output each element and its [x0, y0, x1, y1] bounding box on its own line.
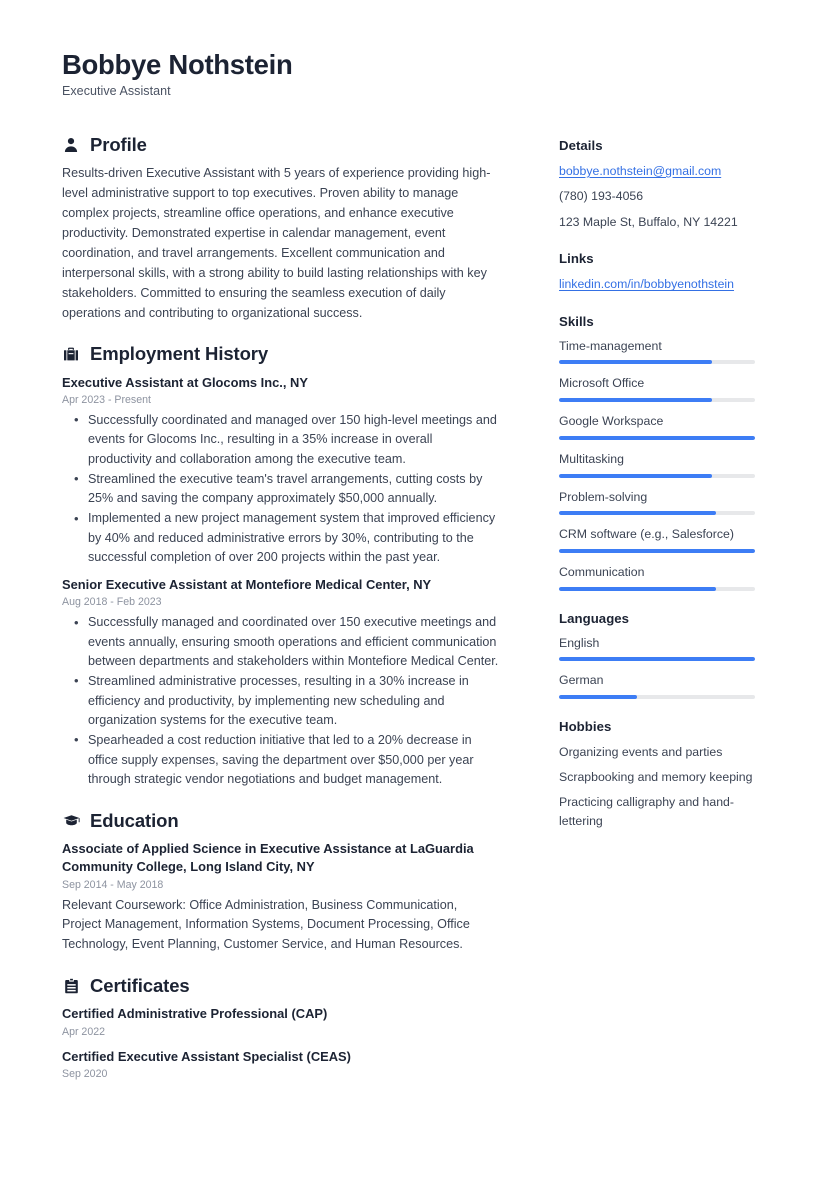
resume-header [62, 48, 777, 98]
list-item: • Successfully coordinated and managed over 150 high-level meetings and events for Glocoms Inc., resulting in a 35% increase in overall productivity and collaboration among the executive team. [62, 411, 499, 470]
employment-entry-date: Aug 2018 - Feb 2023 [62, 596, 162, 609]
skill-item [559, 526, 777, 553]
section-employment-title: Employment History [90, 343, 269, 365]
certificate-entry-title: Certified Executive Assistant Specialist (CEAS) [62, 1048, 351, 1064]
skill-item [559, 489, 777, 516]
education-entry-title: Associate of Applied Science in Executive Assistance at LaGuardia Community College, Long Island City, NY [62, 841, 474, 875]
hobby-item: Practicing calligraphy and hand-lettering [559, 795, 734, 828]
skill-bar-track [559, 587, 755, 591]
certificate-entry-date: Sep 2020 [62, 1067, 108, 1080]
skill-bar-track [559, 436, 755, 440]
employment-entry-bullets [62, 613, 499, 790]
skill-label: Microsoft Office [559, 376, 645, 391]
section-certificates-header [62, 975, 499, 996]
sidebar-languages [559, 611, 777, 699]
section-profile-title: Profile [90, 134, 147, 155]
skill-bar-fill [559, 549, 755, 553]
education-entry-description: Relevant Coursework: Office Administration, Business Communication, Project Management, Information Systems, Document Processing, Office Technology, Event Planning, Customer Service, and Human Resources. [62, 897, 470, 952]
certificate-entry-date: Apr 2022 [62, 1025, 105, 1038]
sidebar-column [521, 134, 777, 850]
section-employment [62, 343, 499, 789]
skill-bar-fill [559, 511, 716, 515]
skill-bar-fill [559, 436, 755, 440]
employment-entry-bullets [62, 411, 499, 568]
section-education-title: Education [90, 809, 179, 831]
section-education-header [62, 810, 499, 831]
skill-bar-track [559, 549, 755, 553]
candidate-job-title: Executive Assistant [62, 84, 171, 98]
employment-entry-date: Apr 2023 - Present [62, 393, 151, 406]
section-profile-header [62, 134, 499, 155]
address-value: 123 Maple St, Buffalo, NY 14221 [559, 214, 738, 229]
skill-bar-fill [559, 360, 712, 364]
skill-bar-fill [559, 398, 712, 402]
graduation-cap-icon [62, 811, 80, 829]
list-item: • Streamlined the executive team's travel arrangements, cutting costs by 25% and saving the company approximately $50,000 annually. [62, 470, 499, 509]
section-certificates-title: Certificates [90, 975, 190, 997]
list-item: • Successfully managed and coordinated over 150 executive meetings and events annually, ensuring smooth operations and efficient communication between departments and stakeholders within Montefiore Medical Center. [62, 613, 499, 672]
phone-value: (780) 193-4056 [559, 189, 644, 204]
sidebar-hobbies [559, 719, 777, 830]
skill-item [559, 338, 777, 365]
skill-label: Google Workspace [559, 414, 664, 429]
language-label: English [559, 635, 600, 650]
briefcase-icon [62, 345, 80, 363]
language-bar-track [559, 657, 755, 661]
employment-entry [62, 576, 499, 790]
email-link[interactable]: bobbye.nothstein@gmail.com [559, 164, 722, 178]
sidebar-links-title: Links [559, 251, 594, 267]
skill-label: CRM software (e.g., Salesforce) [559, 527, 734, 542]
certificate-entry [62, 1005, 499, 1039]
clipboard-icon [62, 977, 80, 995]
sidebar-details [559, 138, 777, 231]
language-bar-track [559, 695, 755, 699]
skill-item [559, 451, 777, 478]
hobby-item: Organizing events and parties [559, 745, 723, 760]
language-item [559, 672, 777, 699]
section-certificates [62, 975, 499, 1082]
sidebar-links [559, 251, 777, 293]
skill-bar-track [559, 511, 755, 515]
language-bar-fill [559, 657, 755, 661]
skill-bar-fill [559, 474, 712, 478]
employment-entry [62, 374, 499, 568]
linkedin-link[interactable]: linkedin.com/in/bobbyenothstein [559, 277, 735, 292]
candidate-name: Bobbye Nothstein [62, 49, 293, 80]
skill-label: Communication [559, 564, 645, 579]
skill-item [559, 564, 777, 591]
section-profile [62, 134, 499, 323]
sidebar-languages-title: Languages [559, 610, 630, 626]
skill-bar-track [559, 398, 755, 402]
skill-bar-track [559, 360, 755, 364]
sidebar-hobbies-title: Hobbies [559, 719, 612, 735]
list-item: • Streamlined administrative processes, resulting in a 30% increase in efficiency and productivity, by implementing new scheduling and organization systems for the executive team. [62, 672, 499, 731]
list-item: • Spearheaded a cost reduction initiative that led to a 20% decrease in office supply expenses, saving the department over $50,000 per year through strategic vendor negotiations and budget management. [62, 731, 499, 790]
hobby-item: Scrapbooking and memory keeping [559, 770, 753, 785]
skill-bar-track [559, 474, 755, 478]
list-item: • Implemented a new project management system that improved efficiency by 40% and reduced administrative errors by 30%, contributing to the successful completion of over 200 projects within the past year. [62, 509, 499, 568]
profile-text: Results-driven Executive Assistant with 5 years of experience providing high-level administrative support to top executives. Proven ability to manage complex projects, streamline office operations, and enhance executive productivity. Demonstrated expertise in calendar management, event coordination, and travel arrangements. Excellent communication and interpersonal skills, with a strong ability to build lasting relationships with key stakeholders. Committed to ensuring the seamless execution of daily operations and contributing to organizational success. [62, 166, 491, 320]
sidebar-skills-title: Skills [559, 313, 594, 329]
language-item [559, 635, 777, 662]
sidebar-details-title: Details [559, 138, 603, 153]
section-education [62, 810, 499, 955]
education-entry [62, 840, 499, 955]
employment-entry-title: Executive Assistant at Glocoms Inc., NY [62, 374, 308, 390]
language-label: German [559, 673, 604, 688]
skill-label: Problem-solving [559, 489, 648, 504]
sidebar-skills [559, 314, 777, 591]
education-entry-date: Sep 2014 - May 2018 [62, 878, 164, 891]
section-employment-header [62, 343, 499, 364]
main-column [62, 134, 521, 1102]
skill-item [559, 413, 777, 440]
skill-item [559, 375, 777, 402]
person-icon [62, 136, 80, 154]
certificate-entry [62, 1048, 499, 1082]
language-bar-fill [559, 695, 637, 699]
employment-entry-title: Senior Executive Assistant at Montefiore Medical Center, NY [62, 576, 432, 592]
skill-bar-fill [559, 587, 716, 591]
resume-body [62, 134, 777, 1102]
skill-label: Multitasking [559, 451, 624, 466]
skill-label: Time-management [559, 338, 662, 353]
certificate-entry-title: Certified Administrative Professional (CAP) [62, 1006, 328, 1022]
